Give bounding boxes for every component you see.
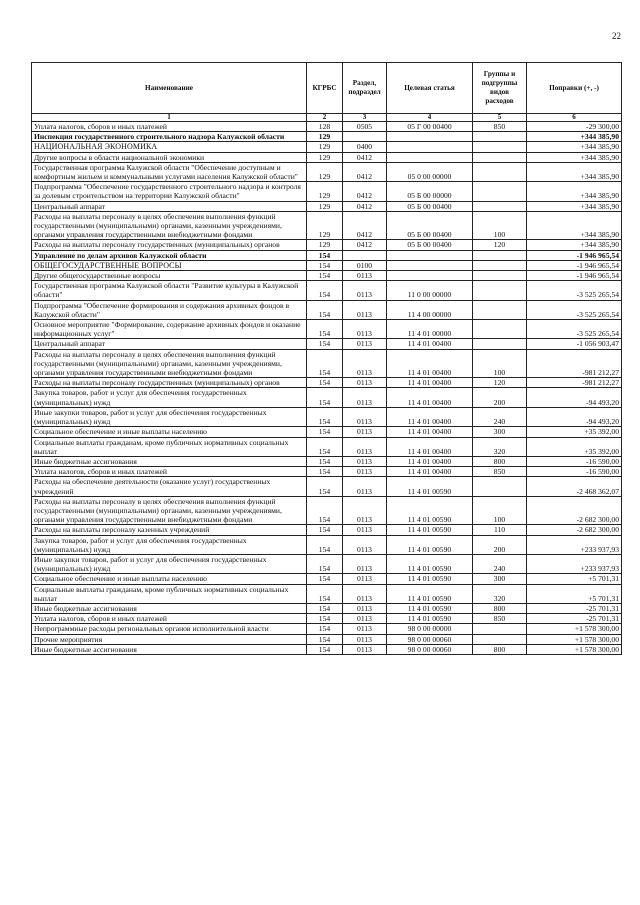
row-name-cell: Другие общегосударственные вопросы (32, 271, 307, 281)
row-group-cell: 120 (473, 378, 527, 388)
row-section-cell: 0400 (343, 142, 387, 152)
row-group-cell: 800 (473, 603, 527, 613)
row-target-cell: 11 4 01 00590 (387, 574, 473, 584)
table-row (32, 349, 622, 378)
row-amount-cell: -1 946 965,54 (527, 260, 622, 270)
row-target-cell: 11 4 00 00000 (387, 300, 473, 319)
table-row (32, 122, 622, 132)
row-kgrbs-cell: 154 (307, 378, 343, 388)
row-name-cell: Иные закупки товаров, работ и услуг для обеспечения государственных (муниципальных) нужд (32, 407, 307, 426)
row-name-cell: Управление по делам архивов Калужской области (32, 250, 307, 260)
table-row (32, 300, 622, 319)
header-groups: Группы и подгруппы видов расходов (473, 63, 527, 114)
row-amount-cell: -3 525 265,54 (527, 300, 622, 319)
row-target-cell: 05 Б 00 00400 (387, 201, 473, 211)
row-section-cell: 0113 (343, 603, 387, 613)
row-target-cell: 11 4 01 00400 (387, 339, 473, 349)
row-group-cell (473, 201, 527, 211)
header-row (32, 63, 622, 114)
row-amount-cell: -25 701,31 (527, 603, 622, 613)
row-target-cell: 11 4 01 00400 (387, 427, 473, 437)
table-row (32, 250, 622, 260)
table-row (32, 496, 622, 525)
row-section-cell: 0113 (343, 320, 387, 339)
row-amount-cell: -1 946 965,54 (527, 250, 622, 260)
row-group-cell: 850 (473, 467, 527, 477)
row-name-cell: Иные бюджетные ассигнования (32, 456, 307, 466)
row-group-cell (473, 271, 527, 281)
row-section-cell: 0113 (343, 300, 387, 319)
table-row (32, 467, 622, 477)
row-amount-cell: +233 937,93 (527, 535, 622, 554)
table-row (32, 378, 622, 388)
row-kgrbs-cell: 129 (307, 142, 343, 152)
row-target-cell: 11 4 01 00400 (387, 407, 473, 426)
row-name-cell: Расходы на обеспечение деятельности (оказание услуг) государственных учреждений (32, 477, 307, 496)
table-row (32, 477, 622, 496)
table-row (32, 271, 622, 281)
row-target-cell: 11 4 01 00590 (387, 525, 473, 535)
row-amount-cell: +344 385,90 (527, 142, 622, 152)
row-section-cell: 0113 (343, 634, 387, 644)
row-target-cell: 11 4 01 00590 (387, 614, 473, 624)
column-number: 5 (473, 114, 527, 122)
row-target-cell (387, 142, 473, 152)
row-amount-cell: -16 590,00 (527, 456, 622, 466)
page-number: 22 (612, 31, 621, 41)
row-section-cell: 0412 (343, 201, 387, 211)
row-target-cell: 05 Б 00 00400 (387, 211, 473, 240)
row-kgrbs-cell: 128 (307, 122, 343, 132)
row-section-cell: 0113 (343, 644, 387, 654)
row-name-cell: Расходы на выплаты персоналу государственных (муниципальных) органов (32, 378, 307, 388)
row-target-cell: 11 4 01 00400 (387, 388, 473, 407)
column-number: 4 (387, 114, 473, 122)
row-kgrbs-cell: 154 (307, 281, 343, 300)
row-name-cell: Уплата налогов, сборов и иных платежей (32, 122, 307, 132)
table-row (32, 614, 622, 624)
row-amount-cell: -16 590,00 (527, 467, 622, 477)
row-kgrbs-cell: 154 (307, 624, 343, 634)
row-section-cell: 0412 (343, 182, 387, 201)
row-name-cell: Центральный аппарат (32, 339, 307, 349)
row-name-cell: Государственная программа Калужской области "Развитие культуры в Калужской области" (32, 281, 307, 300)
row-name-cell: Социальное обеспечение и иные выплаты населению (32, 427, 307, 437)
row-kgrbs-cell: 129 (307, 201, 343, 211)
row-amount-cell: +1 578 300,00 (527, 644, 622, 654)
table-row (32, 603, 622, 613)
row-kgrbs-cell: 154 (307, 535, 343, 554)
table-row (32, 624, 622, 634)
row-kgrbs-cell: 129 (307, 211, 343, 240)
row-target-cell: 11 0 00 00000 (387, 281, 473, 300)
row-kgrbs-cell: 154 (307, 250, 343, 260)
table-row (32, 584, 622, 603)
table-row (32, 535, 622, 554)
row-section-cell: 0412 (343, 211, 387, 240)
table-row (32, 240, 622, 250)
row-kgrbs-cell: 154 (307, 427, 343, 437)
row-group-cell (473, 182, 527, 201)
table-row (32, 162, 622, 181)
row-group-cell: 850 (473, 614, 527, 624)
row-name-cell: Иные бюджетные ассигнования (32, 644, 307, 654)
row-section-cell: 0113 (343, 614, 387, 624)
row-section-cell: 0113 (343, 407, 387, 426)
row-kgrbs-cell: 154 (307, 260, 343, 270)
row-group-cell: 200 (473, 535, 527, 554)
row-section-cell: 0113 (343, 584, 387, 603)
table-row (32, 456, 622, 466)
table-row (32, 554, 622, 573)
header-amendments: Поправки (+, -) (527, 63, 622, 114)
row-kgrbs-cell: 154 (307, 271, 343, 281)
row-group-cell (473, 281, 527, 300)
row-group-cell: 300 (473, 574, 527, 584)
row-name-cell: Социальное обеспечение и иные выплаты населению (32, 574, 307, 584)
row-name-cell: Инспекция государственного строительного надзора Калужской области (32, 132, 307, 142)
row-name-cell: Расходы на выплаты персоналу в целях обеспечения выполнения функций государственными (муниципальными) органами, казенными учреждениями, органами управления государственными внебюджетными фондами (32, 211, 307, 240)
row-kgrbs-cell: 154 (307, 477, 343, 496)
row-kgrbs-cell: 154 (307, 614, 343, 624)
row-kgrbs-cell: 129 (307, 152, 343, 162)
row-name-cell: Центральный аппарат (32, 201, 307, 211)
row-name-cell: Расходы на выплаты персоналу казенных учреждений (32, 525, 307, 535)
row-section-cell (343, 132, 387, 142)
table-body (32, 122, 622, 655)
row-kgrbs-cell: 154 (307, 407, 343, 426)
row-group-cell (473, 339, 527, 349)
row-group-cell: 200 (473, 388, 527, 407)
row-section-cell: 0100 (343, 260, 387, 270)
row-target-cell: 98 0 00 00000 (387, 624, 473, 634)
row-group-cell: 800 (473, 456, 527, 466)
row-section-cell: 0113 (343, 427, 387, 437)
row-name-cell: Государственная программа Калужской области "Обеспечение доступным и комфортным жильем и коммунальными услугами населения Калужской области" (32, 162, 307, 181)
row-name-cell: Иные закупки товаров, работ и услуг для обеспечения государственных (муниципальных) нужд (32, 554, 307, 573)
row-kgrbs-cell: 154 (307, 584, 343, 603)
row-kgrbs-cell: 154 (307, 634, 343, 644)
row-group-cell (473, 250, 527, 260)
row-target-cell: 11 4 01 00400 (387, 378, 473, 388)
row-target-cell: 05 Г 00 00400 (387, 122, 473, 132)
row-name-cell: Расходы на выплаты персоналу в целях обеспечения выполнения функций государственными (муниципальными) органами, казенными учреждениями, органами управления государственными внебюджетными фондами (32, 496, 307, 525)
table-row (32, 388, 622, 407)
row-section-cell: 0113 (343, 554, 387, 573)
row-target-cell: 05 Б 00 00400 (387, 240, 473, 250)
row-section-cell: 0113 (343, 281, 387, 300)
row-section-cell: 0113 (343, 574, 387, 584)
row-name-cell: Другие вопросы в области национальной экономики (32, 152, 307, 162)
row-target-cell: 05 0 00 00000 (387, 162, 473, 181)
row-section-cell: 0113 (343, 477, 387, 496)
row-group-cell: 240 (473, 554, 527, 573)
table-row (32, 211, 622, 240)
row-name-cell: Расходы на выплаты персоналу в целях обеспечения выполнения функций государственными (муниципальными) органами, казенными учреждениями, органами управления государственными внебюджетными фондами (32, 349, 307, 378)
row-kgrbs-cell: 154 (307, 603, 343, 613)
row-section-cell: 0412 (343, 162, 387, 181)
budget-amendments-table (31, 62, 622, 655)
row-kgrbs-cell: 129 (307, 162, 343, 181)
row-amount-cell: -25 701,31 (527, 614, 622, 624)
row-amount-cell: +344 385,90 (527, 132, 622, 142)
table-row (32, 634, 622, 644)
table-row (32, 525, 622, 535)
row-amount-cell: -94 493,20 (527, 388, 622, 407)
row-group-cell (473, 132, 527, 142)
row-amount-cell: -981 212,27 (527, 378, 622, 388)
row-name-cell: НАЦИОНАЛЬНАЯ ЭКОНОМИКА (32, 142, 307, 152)
row-target-cell (387, 152, 473, 162)
table-row (32, 260, 622, 270)
column-number: 3 (343, 114, 387, 122)
row-amount-cell: +35 392,00 (527, 437, 622, 456)
row-group-cell: 110 (473, 525, 527, 535)
row-section-cell: 0113 (343, 525, 387, 535)
row-amount-cell: +344 385,90 (527, 182, 622, 201)
row-group-cell: 320 (473, 437, 527, 456)
row-target-cell: 11 4 01 00400 (387, 456, 473, 466)
row-name-cell: Расходы на выплаты персоналу государственных (муниципальных) органов (32, 240, 307, 250)
row-amount-cell: +344 385,90 (527, 240, 622, 250)
table-row (32, 437, 622, 456)
row-section-cell: 0113 (343, 349, 387, 378)
row-group-cell (473, 260, 527, 270)
row-section-cell: 0113 (343, 339, 387, 349)
row-amount-cell: +344 385,90 (527, 162, 622, 181)
row-section-cell: 0113 (343, 437, 387, 456)
table-row (32, 644, 622, 654)
row-kgrbs-cell: 129 (307, 132, 343, 142)
row-group-cell (473, 477, 527, 496)
header-section: Раздел, подраздел (343, 63, 387, 114)
row-target-cell: 11 4 01 00000 (387, 320, 473, 339)
table-row (32, 142, 622, 152)
row-amount-cell: +344 385,90 (527, 211, 622, 240)
row-amount-cell: -2 682 300,00 (527, 496, 622, 525)
row-amount-cell: +35 392,00 (527, 427, 622, 437)
row-group-cell: 240 (473, 407, 527, 426)
header-name: Наименование (32, 63, 307, 114)
row-amount-cell: -1 056 903,47 (527, 339, 622, 349)
row-kgrbs-cell: 154 (307, 388, 343, 407)
table-row (32, 281, 622, 300)
row-target-cell (387, 250, 473, 260)
row-kgrbs-cell: 154 (307, 574, 343, 584)
row-group-cell (473, 152, 527, 162)
row-target-cell: 11 4 01 00400 (387, 467, 473, 477)
row-kgrbs-cell: 154 (307, 300, 343, 319)
row-group-cell: 120 (473, 240, 527, 250)
row-name-cell: Непрограммные расходы региональных органов исполнительной власти (32, 624, 307, 634)
column-number-row (32, 114, 622, 122)
row-kgrbs-cell: 129 (307, 240, 343, 250)
row-section-cell: 0113 (343, 624, 387, 634)
row-name-cell: ОБЩЕГОСУДАРСТВЕННЫЕ ВОПРОСЫ (32, 260, 307, 270)
row-group-cell: 320 (473, 584, 527, 603)
row-target-cell: 11 4 01 00590 (387, 535, 473, 554)
table-row (32, 407, 622, 426)
row-amount-cell: +344 385,90 (527, 152, 622, 162)
row-kgrbs-cell: 154 (307, 467, 343, 477)
row-target-cell: 11 4 01 00400 (387, 349, 473, 378)
row-section-cell: 0113 (343, 271, 387, 281)
row-amount-cell: -981 212,27 (527, 349, 622, 378)
row-name-cell: Закупка товаров, работ и услуг для обеспечения государственных (муниципальных) нужд (32, 535, 307, 554)
row-group-cell (473, 624, 527, 634)
row-name-cell: Основное мероприятие "Формирование, содержание архивных фондов и оказание информационных услуг" (32, 320, 307, 339)
row-kgrbs-cell: 154 (307, 320, 343, 339)
row-amount-cell: -94 493,20 (527, 407, 622, 426)
row-kgrbs-cell: 154 (307, 525, 343, 535)
row-kgrbs-cell: 154 (307, 349, 343, 378)
table-row (32, 320, 622, 339)
row-group-cell (473, 300, 527, 319)
row-section-cell: 0113 (343, 535, 387, 554)
row-target-cell: 11 4 01 00590 (387, 584, 473, 603)
row-group-cell: 100 (473, 211, 527, 240)
row-name-cell: Иные бюджетные ассигнования (32, 603, 307, 613)
table-row (32, 339, 622, 349)
row-name-cell: Прочие мероприятия (32, 634, 307, 644)
row-amount-cell: -1 946 965,54 (527, 271, 622, 281)
row-section-cell: 0412 (343, 240, 387, 250)
row-target-cell: 11 4 01 00590 (387, 477, 473, 496)
column-number: 1 (32, 114, 307, 122)
row-name-cell: Подпрограмма "Обеспечение государственного строительного надзора и контроля за долевым строительством на территории Калужской области" (32, 182, 307, 201)
table-row (32, 182, 622, 201)
row-amount-cell: +233 937,93 (527, 554, 622, 573)
row-name-cell: Подпрограмма "Обеспечение формирования и содержания архивных фондов в Калужской области" (32, 300, 307, 319)
row-name-cell: Уплата налогов, сборов и иных платежей (32, 467, 307, 477)
row-amount-cell: +5 701,31 (527, 584, 622, 603)
row-name-cell: Закупка товаров, работ и услуг для обеспечения государственных (муниципальных) нужд (32, 388, 307, 407)
row-section-cell: 0412 (343, 152, 387, 162)
row-amount-cell: +1 578 300,00 (527, 634, 622, 644)
row-target-cell: 11 4 01 00400 (387, 437, 473, 456)
row-target-cell (387, 271, 473, 281)
row-target-cell: 05 Б 00 00000 (387, 182, 473, 201)
row-target-cell: 11 4 01 00590 (387, 496, 473, 525)
row-section-cell (343, 250, 387, 260)
row-target-cell (387, 132, 473, 142)
table-row (32, 132, 622, 142)
row-name-cell: Социальные выплаты гражданам, кроме публичных нормативных социальных выплат (32, 437, 307, 456)
row-kgrbs-cell: 154 (307, 456, 343, 466)
row-kgrbs-cell: 154 (307, 437, 343, 456)
row-kgrbs-cell: 154 (307, 339, 343, 349)
row-group-cell (473, 162, 527, 181)
row-amount-cell: -2 468 362,07 (527, 477, 622, 496)
table-row (32, 152, 622, 162)
column-number: 2 (307, 114, 343, 122)
row-target-cell: 11 4 01 00590 (387, 554, 473, 573)
row-amount-cell: +344 385,90 (527, 201, 622, 211)
row-group-cell (473, 142, 527, 152)
row-amount-cell: +1 578 300,00 (527, 624, 622, 634)
row-group-cell: 300 (473, 427, 527, 437)
row-group-cell: 100 (473, 349, 527, 378)
row-kgrbs-cell: 129 (307, 182, 343, 201)
row-target-cell: 98 0 00 00060 (387, 634, 473, 644)
row-amount-cell: +5 701,31 (527, 574, 622, 584)
header-kgrbs: КГРБС (307, 63, 343, 114)
row-group-cell: 800 (473, 644, 527, 654)
table-row (32, 427, 622, 437)
row-section-cell: 0113 (343, 378, 387, 388)
row-name-cell: Социальные выплаты гражданам, кроме публичных нормативных социальных выплат (32, 584, 307, 603)
row-section-cell: 0505 (343, 122, 387, 132)
row-amount-cell: -3 525 265,54 (527, 320, 622, 339)
row-group-cell: 850 (473, 122, 527, 132)
row-kgrbs-cell: 154 (307, 644, 343, 654)
row-kgrbs-cell: 154 (307, 554, 343, 573)
row-section-cell: 0113 (343, 467, 387, 477)
row-section-cell: 0113 (343, 496, 387, 525)
row-group-cell: 100 (473, 496, 527, 525)
row-section-cell: 0113 (343, 456, 387, 466)
row-kgrbs-cell: 154 (307, 496, 343, 525)
row-target-cell: 98 0 00 00060 (387, 644, 473, 654)
table-row (32, 574, 622, 584)
row-amount-cell: -3 525 265,54 (527, 281, 622, 300)
row-group-cell (473, 320, 527, 339)
row-target-cell (387, 260, 473, 270)
row-name-cell: Уплата налогов, сборов и иных платежей (32, 614, 307, 624)
row-target-cell: 11 4 01 00590 (387, 603, 473, 613)
row-amount-cell: -29 300,00 (527, 122, 622, 132)
header-target: Целевая статья (387, 63, 473, 114)
column-number: 6 (527, 114, 622, 122)
row-amount-cell: -2 682 300,00 (527, 525, 622, 535)
row-group-cell (473, 634, 527, 644)
row-section-cell: 0113 (343, 388, 387, 407)
table-row (32, 201, 622, 211)
